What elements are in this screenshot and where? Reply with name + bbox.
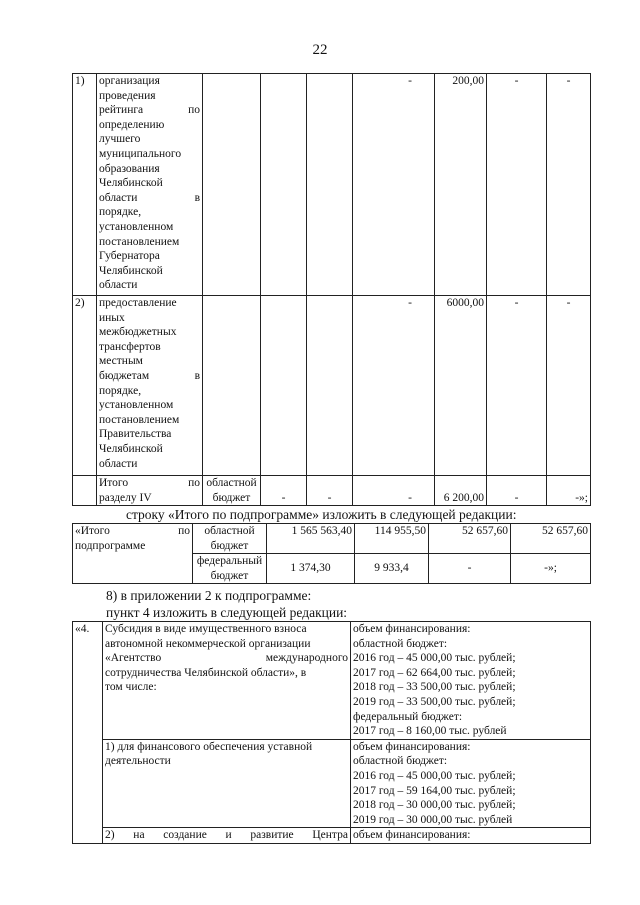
text-line: том числе: [105,681,157,694]
text-line: 2017 год – 59 164,00 тыс. рублей; [353,784,516,797]
value-cell: - [547,74,591,296]
text-line: Субсидия в виде имущественного взноса [105,623,307,635]
value-cell: - [487,296,547,476]
subsidy-description [103,622,351,740]
text-line: федеральный бюджет: [353,710,463,723]
text-line: областной бюджет: [353,755,448,768]
text-line: объем финансирования: [353,623,471,635]
text-line: местным [99,355,143,368]
text-line: 2019 год – 33 500,00 тыс. рублей; [353,695,516,708]
appendix-point-4-table [72,621,591,844]
subprogram-total-table [72,523,591,584]
value-cell: 9 933,4 [355,554,429,584]
empty-cell [261,74,307,296]
subprogram-table-section-iv [72,73,591,506]
funding-source: областной бюджет [193,524,267,554]
text-line: установленном [99,220,174,233]
value-cell: -»; [547,476,591,506]
text-line: Правительства [99,428,172,441]
empty-cell [203,74,261,296]
empty-cell [73,476,97,506]
text-line: автономной некоммерческой организации [105,637,311,650]
text-line: «Агентство международного [105,652,348,665]
value-cell: - [547,296,591,476]
funding-volume [351,622,591,740]
text-line: постановлением [99,235,180,248]
text-line: трансфертов [99,340,161,353]
text-line: Челябинской [99,177,163,190]
text-line: порядке, [99,384,142,397]
funding-volume [351,739,591,828]
text-line: определению [99,118,165,131]
value-cell: 1 374,30 [267,554,355,584]
value-cell: - [353,296,435,476]
subsidy-description [103,739,351,828]
text-line: постановлением [99,413,180,426]
table-row [73,828,591,844]
text-line: 2018 год – 33 500,00 тыс. рублей; [353,681,516,694]
text-line: лучшего [99,133,141,146]
text-line: образования [99,162,160,175]
text-line: муниципального [99,147,182,160]
text-line: области в [99,191,200,204]
value-cell: 52 657,60 [511,524,591,554]
table-row [73,739,591,828]
value-cell: - [487,476,547,506]
value-cell: 200,00 [435,74,487,296]
row-number: 2) [73,296,97,476]
text-line: области [99,457,138,470]
activity-description [97,296,203,476]
text-line: проведения [99,89,156,102]
value-cell: - [429,554,511,584]
total-label: «Итого по подпрограмме [73,524,193,584]
table-row-total [73,476,591,506]
funding-source: федеральный бюджет [193,554,267,584]
funding-source: областной бюджет [203,476,261,506]
empty-cell [307,296,353,476]
text-line: 2016 год – 45 000,00 тыс. рублей; [353,769,516,782]
value-cell: - [487,74,547,296]
subsidy-description: 2) на создание и развитие Центра [103,828,351,844]
instruction-paragraph: строку «Итого по подпрограмме» изложить в следующей редакции: [126,507,517,522]
text-line: 1) для финансового обеспечения уставной [105,740,313,753]
instruction-paragraph: пункт 4 изложить в следующей редакции: [106,605,348,620]
instruction-paragraph: 8) в приложении 2 к подпрограмме: [106,588,312,603]
total-label: Итого по разделу IV [97,476,203,506]
funding-volume: объем финансирования: [351,828,591,844]
text-line: области [99,279,138,292]
text-line: 2017 год – 62 664,00 тыс. рублей; [353,666,516,679]
value-cell: 6 200,00 [435,476,487,506]
table-row-2 [73,296,591,476]
text-line: Челябинской [99,264,163,277]
empty-cell [307,74,353,296]
text-line: 2019 год – 30 000,00 тыс. рублей [353,813,513,826]
text-line: 2017 год – 8 160,00 тыс. рублей [353,725,507,738]
text-line: организация [99,75,160,87]
page-number: 22 [312,42,328,58]
text-line: Губернатора [99,250,160,263]
empty-cell [203,296,261,476]
text-line: установленном [99,399,174,412]
text-line: межбюджетных [99,326,177,339]
text-line: 2018 год – 30 000,00 тыс. рублей; [353,799,516,812]
text-line: рейтинга по [99,104,200,117]
value-cell: - [353,476,435,506]
value-cell: 114 955,50 [355,524,429,554]
text-line: 2016 год – 45 000,00 тыс. рублей; [353,652,516,665]
text-line: бюджетам в [99,369,200,382]
value-cell: 6000,00 [435,296,487,476]
value-cell: - [261,476,307,506]
row-number: 1) [73,74,97,296]
value-cell: - [307,476,353,506]
activity-description [97,74,203,296]
empty-cell [261,296,307,476]
value-cell: 1 565 563,40 [267,524,355,554]
point-number: «4. [73,622,103,844]
text-line: сотрудничества Челябинской области», в [105,666,307,679]
text-line: предоставление [99,297,177,309]
text-line: порядке, [99,206,142,219]
text-line: областной бюджет: [353,637,448,650]
value-cell: - [353,74,435,296]
text-line: объем финансирования: [353,740,471,753]
text-line: Челябинской [99,442,163,455]
value-cell: 52 657,60 [429,524,511,554]
text-line: деятельности [105,755,171,768]
table-row [73,524,591,554]
text-line: иных [99,311,125,324]
value-cell: -»; [511,554,591,584]
table-row-1 [73,74,591,296]
table-row [73,622,591,740]
